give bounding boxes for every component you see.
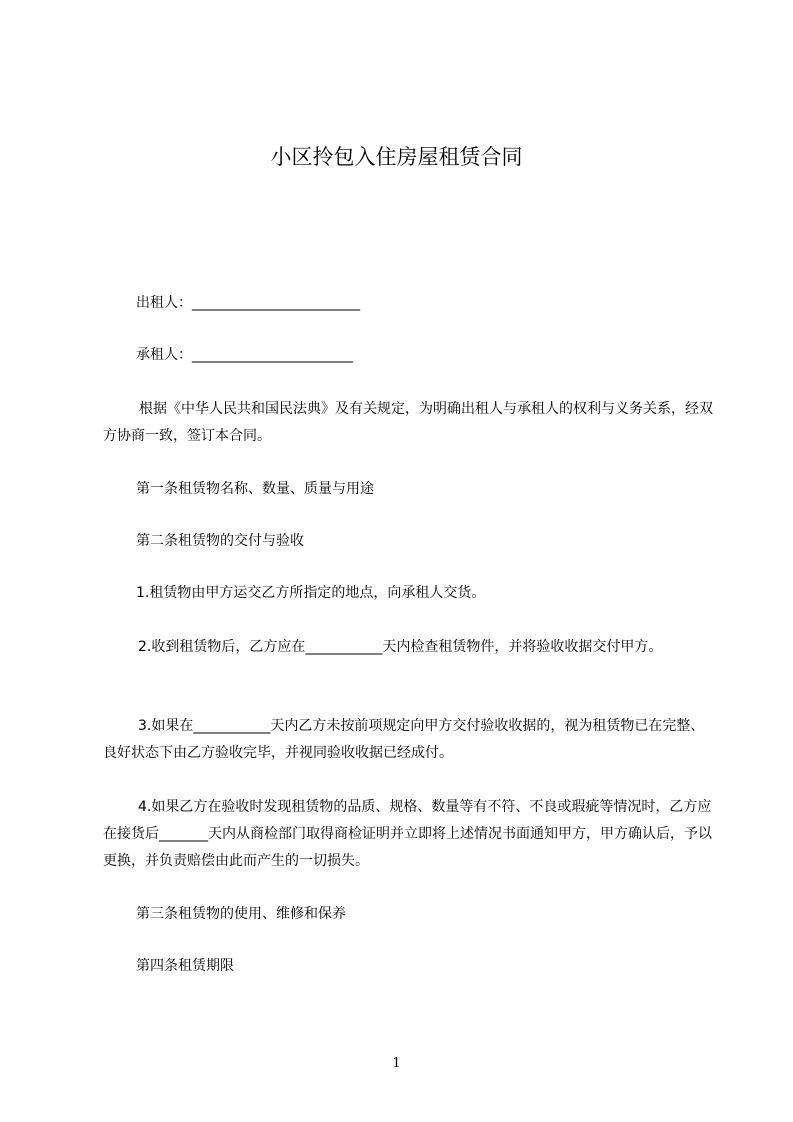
clause-3: 3.如果在___________天内乙方未按前项规定向甲方交付验收收据的，视为租赁物已在完整、良好状态下由乙方验收完毕，并视同验收收据已经成付。 (103, 718, 705, 761)
article-1-heading: 第一条租赁物名称、数量、质量与用途 (136, 481, 374, 497)
article-4-heading: 第四条租赁期限 (136, 958, 234, 974)
article-3-heading: 第三条租赁物的使用、维修和保养 (136, 906, 346, 922)
lessor-line: 出租人：________________________ (136, 295, 360, 311)
lessee-line: 承租人：_______________________ (136, 347, 353, 363)
page-number: 1 (392, 1056, 401, 1071)
article-2-heading: 第二条租赁物的交付与验收 (136, 533, 304, 549)
clause-1: 1.租赁物由甲方运交乙方所指定的地点，向承租人交货。 (136, 585, 486, 601)
intro-paragraph: 根据《中华人民共和国民法典》及有关规定，为明确出租人与承租人的权利与义务关系，经双方协商一致，签订本合同。 (103, 401, 713, 444)
clause-4: 4.如果乙方在验收时发现租赁物的品质、规格、数量等有不符、不良或瑕疵等情况时，乙方应在接货后_______天内从商检部门取得商检证明并立即将上述情况书面通知甲方，甲方确认后，予以更换，并负责赔偿由此而产生的一切损失。 (103, 799, 712, 869)
clause-2: 2.收到租赁物后，乙方应在___________天内检查租赁物件，并将验收收据交付甲方。 (138, 639, 663, 655)
document-title: 小区拎包入住房屋租赁合同 (270, 145, 523, 169)
